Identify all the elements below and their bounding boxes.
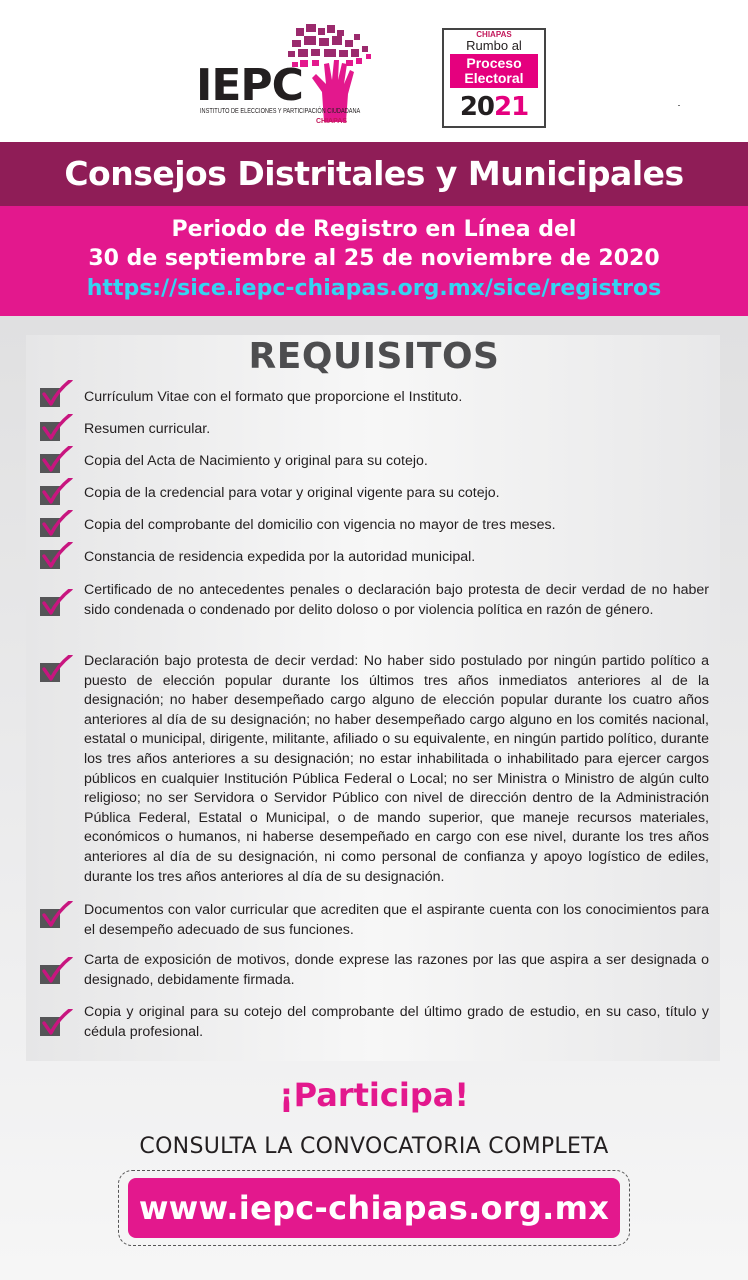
rumbo-year — [450, 92, 538, 122]
checkbox-check-icon — [40, 1009, 74, 1039]
checkbox-check-icon — [40, 478, 74, 508]
checkbox-check-icon — [40, 446, 74, 476]
website-url-button[interactable] — [128, 1178, 620, 1238]
requirement-text: Copia de la credencial para votar y original vigente para su cotejo. — [84, 485, 500, 501]
checkbox-check-icon — [40, 655, 74, 685]
header-logos — [0, 0, 748, 142]
website-url-text: www.iepc-chiapas.org.mx — [138, 1189, 610, 1227]
requirement-text: Carta de exposición de motivos, donde exprese las razones por las que aspira a ser designada o designado, debidamente firmada. — [84, 952, 709, 988]
requirement-text: Copia del comprobante del domicilio con vigencia no mayor de tres meses. — [84, 517, 556, 533]
iepc-logo-text: IEPC — [196, 60, 303, 111]
checkbox-check-icon — [40, 542, 74, 572]
requirement-text: Resumen curricular. — [84, 421, 211, 437]
checkbox-check-icon — [40, 414, 74, 444]
page-title: Consejos Distritales y Municipales — [64, 154, 684, 193]
requirement-text: Declaración bajo protesta de decir verdad: No haber sido postulado por ningún partido político a puesto de elección popular durante los últimos tres años inmediatos anteriores al de la designación; no haber desempeñado cargo alguno de elección popular durante los cuatro años anteriores al día de su designación; no haber desempeñado cargo alguno en los comités nacional, estatal o municipal, dirigente, militante, afiliado o su equivalente, en ningún partido político, durante los tres años anteriores a su designación; no estar inhabilitada o inhabilitado para ejercer cargos públicos en cualquier Institución Pública Federal o Local; no ser Ministra o Ministro de algún culto religioso; no ser Servidora o Servidor Público con nivel de dirección dentro de la Administración Pública Federal, Estatal o Municipal, o de mando superior, que maneje recursos materiales, económicos o humanos, ni haberse desempeñado en cargo con ese nivel, durante los tres años anteriores al día de su designación, ni como personal de confianza y apoyo logístico de ediles, durante los tres años anteriores al día de su designación. — [84, 653, 709, 885]
checkbox-check-icon — [40, 510, 74, 540]
rumbo-line1: Rumbo al — [466, 38, 522, 53]
iepc-logo-subtitle: INSTITUTO DE ELECCIONES Y PARTICIPACIÓN CIUDADANA — [200, 108, 361, 115]
registration-period-dates: 30 de septiembre al 25 de noviembre de 2020 — [88, 246, 660, 271]
participa-heading: ¡Participa! — [279, 1076, 469, 1114]
iepc-logo-state: CHIAPAS — [316, 118, 347, 125]
consulta-convocatoria-text: CONSULTA LA CONVOCATORIA COMPLETA — [139, 1134, 609, 1159]
checkbox-check-icon — [40, 901, 74, 931]
checkbox-check-icon — [40, 957, 74, 987]
registration-url-link[interactable]: https://sice.iepc-chiapas.org.mx/sice/registros — [86, 276, 662, 301]
requirement-text: Constancia de residencia expedida por la autoridad municipal. — [84, 549, 476, 565]
requirement-text: Documentos con valor curricular que acrediten que el aspirante cuenta con los conocimientos para el desempeño adecuado de sus funciones. — [84, 902, 709, 938]
iepc-logo — [196, 22, 386, 132]
rumbo-line2: Proceso — [466, 55, 522, 71]
checkbox-check-icon — [40, 589, 74, 619]
rumbo-state: CHIAPAS — [476, 30, 512, 39]
requirement-text: Copia del Acta de Nacimiento y original para su cotejo. — [84, 453, 428, 469]
checkbox-check-icon — [40, 380, 74, 410]
rumbo-year-b: 21 — [494, 92, 529, 122]
registration-period-line1: Periodo de Registro en Línea del — [171, 217, 577, 242]
rumbo-proceso-electoral-logo — [442, 28, 546, 128]
rumbo-proceso-electoral — [450, 54, 538, 88]
registration-band — [0, 206, 748, 316]
rumbo-year-a: 20 — [459, 92, 494, 122]
rumbo-line3: Electoral — [464, 70, 524, 86]
requirement-text: Copia y original para su cotejo del comprobante del último grado de estudio, en su caso, título y cédula profesional. — [84, 1004, 709, 1040]
requirements-heading: REQUISITOS — [248, 336, 500, 377]
requirement-text: Currículum Vitae con el formato que proporcione el Instituto. — [84, 389, 463, 405]
requirement-text: Certificado de no antecedentes penales o declaración bajo protesta de decir verdad de no haber sido condenada o condenado por delito doloso o por violencia política en razón de género. — [84, 582, 709, 618]
decorative-dot — [678, 105, 680, 106]
title-band — [0, 142, 748, 206]
